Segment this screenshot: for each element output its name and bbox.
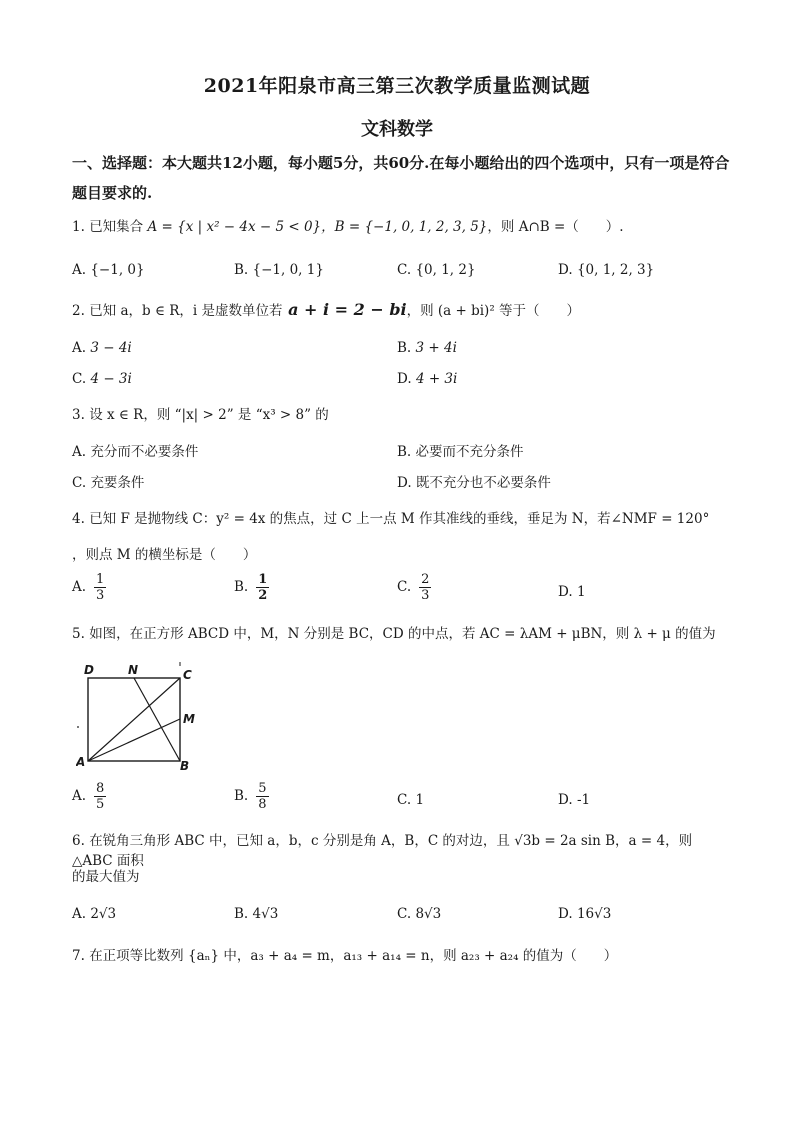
question-stem: 已知 a，b ∈ R，i 是虚数单位若 <box>89 303 283 319</box>
option-d: D. -1 <box>558 792 591 808</box>
segment-ac <box>88 678 180 761</box>
option-a: A. $\frac{1}{3}$ <box>72 572 105 603</box>
question-number: 7. <box>72 948 85 964</box>
option-b: B. {−1, 0, 1} <box>234 262 324 278</box>
segment-am <box>88 719 180 761</box>
option-c: C. 8√3 <box>397 906 442 922</box>
question-stem: 如图，在正方形 ABCD 中，M，N 分别是 BC，CD 的中点，若 AC = λAM + μBN，则 λ + μ 的值为 <box>89 626 716 642</box>
option-c: C. {0, 1, 2} <box>397 262 476 278</box>
question-3 <box>72 405 732 425</box>
option-d: D. 既不充分也不必要条件 <box>397 475 551 491</box>
label-m: M <box>183 712 195 726</box>
question-number: 6. <box>72 833 85 849</box>
question-7 <box>72 946 732 966</box>
option-a: A. {−1, 0} <box>72 262 145 278</box>
option-a: A. $\frac{8}{5}$ <box>72 781 105 812</box>
option-b: B. 必要而不充分条件 <box>397 444 524 460</box>
question-number: 3. <box>72 407 85 423</box>
option-c: C. $\frac{2}{3}$ <box>397 572 430 603</box>
page-title: 2021年阳泉市高三第三次教学质量监测试题 <box>203 75 591 97</box>
option-d: D. 4 + 3i <box>397 371 458 387</box>
question-number: 2. <box>72 303 85 319</box>
question-5 <box>72 624 732 644</box>
option-b: B. 3 + 4i <box>397 340 457 356</box>
question-tail: ，则 (a + bi)² 等于（ ） <box>406 303 581 319</box>
question-4-line2: ，则点 M 的横坐标是（ ） <box>72 547 257 563</box>
math-set-a: A = {x | x² − 4x − 5 < 0} <box>147 219 322 235</box>
label-n: N <box>128 663 139 677</box>
label-a: A <box>76 755 86 769</box>
segment-bn <box>134 678 180 761</box>
question-number: 4. <box>72 511 85 527</box>
square-figure <box>76 660 206 772</box>
label-d: D <box>84 663 94 677</box>
math-equation: a + i = 2 − bi <box>282 300 407 319</box>
math-set-b: ，B = {−1, 0, 1, 2, 3, 5} <box>321 219 488 235</box>
label-b: B <box>180 759 190 772</box>
option-c: C. 1 <box>397 792 425 808</box>
question-6 <box>72 831 732 871</box>
question-2 <box>72 300 732 321</box>
option-a: A. 3 − 4i <box>72 340 132 356</box>
option-c: C. 4 − 3i <box>72 371 132 387</box>
question-stem: 在锐角三角形 ABC 中，已知 a，b，c 分别是角 A，B，C 的对边，且 √3b = 2a sin B，a = 4，则 △ABC 面积 <box>72 833 693 869</box>
option-b: B. $\frac{5}{8}$ <box>234 781 267 812</box>
question-6-line2: 的最大值为 <box>72 869 140 885</box>
section-heading: 一、选择题：本大题共12小题，每小题5分，共60分.在每小题给出的四个选项中，只有一项是符合题目要求的. <box>72 154 730 202</box>
option-d: D. {0, 1, 2, 3} <box>558 262 655 278</box>
question-stem: 已知集合 <box>89 219 144 235</box>
page-subtitle: 文科数学 <box>361 119 433 140</box>
question-number: 1. <box>72 219 85 235</box>
option-d: D. 1 <box>558 584 586 600</box>
label-c: C <box>183 668 192 682</box>
question-stem: 已知 F 是抛物线 C：y² = 4x 的焦点，过 C 上一点 M 作其准线的垂线，垂足为 N，若∠NMF = 120° <box>89 511 710 527</box>
option-b: B. $\frac{1}{2}$ <box>234 572 268 603</box>
question-1 <box>72 217 732 237</box>
question-4 <box>72 509 732 529</box>
question-tail: ，则 A∩B =（ ）. <box>487 219 624 235</box>
option-d: D. 16√3 <box>558 906 612 922</box>
question-stem: 在正项等比数列 {aₙ} 中，a₃ + a₄ = m，a₁₃ + a₁₄ = n，则 a₂₃ + a₂₄ 的值为（ ） <box>89 948 618 964</box>
option-b: B. 4√3 <box>234 906 279 922</box>
question-stem: 设 x ∈ R，则 “|x| > 2” 是 “x³ > 8” 的 <box>89 407 329 423</box>
question-number: 5. <box>72 626 85 642</box>
stray-dot <box>77 726 79 728</box>
option-a: A. 充分而不必要条件 <box>72 444 199 460</box>
option-c: C. 充要条件 <box>72 475 145 491</box>
option-a: A. 2√3 <box>72 906 117 922</box>
